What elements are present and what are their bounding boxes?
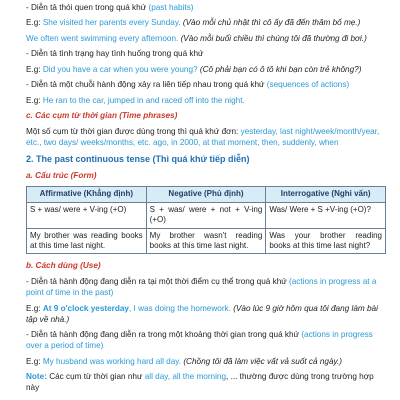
form-table bbox=[26, 186, 386, 254]
state-line: - Diễn tả tình trạng hay tình huống trong quá khứ bbox=[26, 49, 204, 59]
example-line: E.g: He ran to the car, jumped in and raced off into the night. bbox=[26, 95, 245, 105]
form-heading: a. Cấu trúc (Form) bbox=[26, 170, 97, 180]
example-line: E.g: At 9 o'clock yesterday, I was doing the homework. (Vào lúc 9 giờ hôm qua tôi đang làm bài tập về nhà.) bbox=[26, 303, 378, 324]
use-line: - Diễn tả hành động đang diễn ra trong một khoảng thời gian trong quá khứ (actions in progress over a period of time) bbox=[26, 330, 373, 351]
example-line: E.g: She visited her parents every Sunday. (Vào mỗi chủ nhật thì cô ấy đã đến thăm bố mẹ.) bbox=[26, 18, 361, 28]
use-heading: b. Cách dùng (Use) bbox=[26, 261, 101, 271]
table-row bbox=[27, 202, 386, 228]
table-cell: S + was/ were + not + V-ing (+O) bbox=[146, 202, 266, 228]
table-cell: My brother wasn't reading books at this time last night. bbox=[146, 228, 266, 254]
use-line: - Diễn tả hành động đang diễn ra tại một thời điểm cụ thể trong quá khứ (actions in progress at a point of time in the past) bbox=[26, 277, 377, 298]
note-line: Note: Các cụm từ thời gian như all day, all the morning, ... thường được dùng trong trường hợp này bbox=[26, 372, 374, 393]
example-line: We often went swimming every afternoon. (Vào mỗi buổi chiều thì chúng tôi đã thường đi bơi.) bbox=[26, 33, 367, 43]
table-row bbox=[27, 228, 386, 254]
table-cell: Was/ Were + S +V-ing (+O)? bbox=[266, 202, 386, 228]
table-cell: Was your brother reading books at this time last night? bbox=[266, 228, 386, 254]
past-continuous-heading: 2. The past continuous tense (Thì quá khứ tiếp diễn) bbox=[26, 153, 250, 164]
table-header-cell: Negative (Phủ định) bbox=[146, 186, 266, 202]
example-line: E.g: My husband was working hard all day. (Chồng tôi đã làm việc vất vả suốt cả ngày.) bbox=[26, 356, 342, 366]
sequence-line: - Diễn tả một chuỗi hành động xảy ra liên tiếp nhau trong quá khứ (sequences of actions) bbox=[26, 80, 350, 90]
example-line: E.g: Did you have a car when you were young? (Cô phải bạn có ô tô khi bạn còn trẻ không?) bbox=[26, 64, 362, 74]
table-cell: S + was/ were + V-ing (+O) bbox=[27, 202, 147, 228]
table-header-cell: Interrogative (Nghi vấn) bbox=[266, 186, 386, 202]
time-phrases-text: Một số cụm từ thời gian được dùng trong thì quá khứ đơn: yesterday, last night/week/month/year, etc., two days/ weeks/months, etc. ago, in 2000, at that moment, then, suddenly, when bbox=[26, 127, 380, 148]
habits-line: - Diễn tả thói quen trong quá khứ (past habits) bbox=[26, 3, 194, 12]
table-header-row bbox=[27, 186, 386, 202]
table-header-cell: Affirmative (Khẳng định) bbox=[27, 186, 147, 202]
table-cell: My brother was reading books at this time last night. bbox=[27, 228, 147, 254]
time-phrases-heading: c. Các cụm từ thời gian (Time phrases) bbox=[26, 111, 178, 121]
